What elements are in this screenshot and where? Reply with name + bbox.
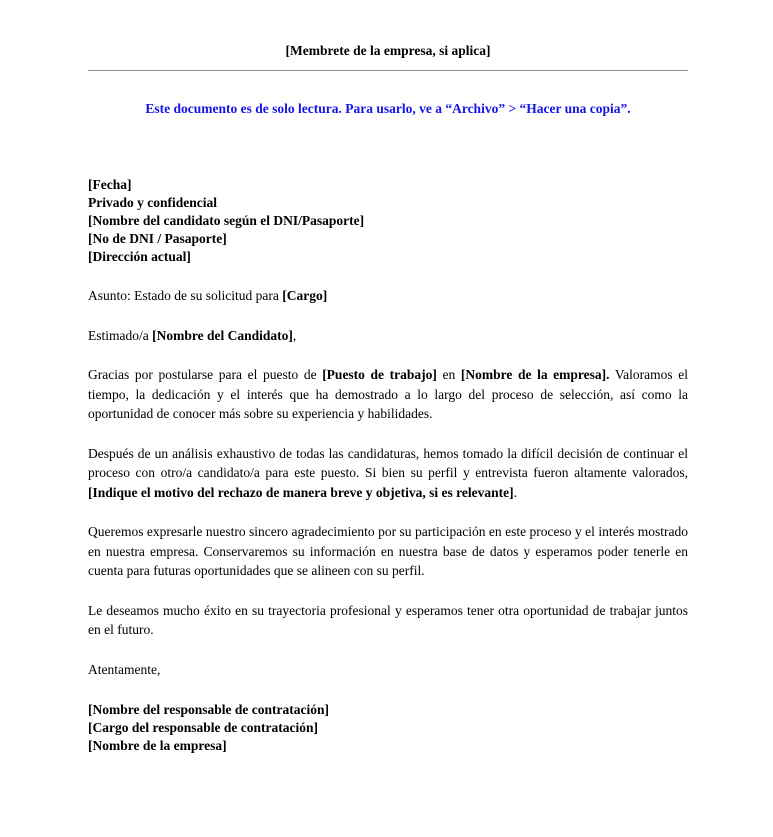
paragraph-decision — [88, 444, 688, 503]
rejection-reason-placeholder: [Indique el motivo del rechazo de manera breve y objetiva, si es relevante] — [88, 484, 514, 500]
signature-line-manager-title: [Cargo del responsable de contratación] — [88, 720, 318, 735]
closing-line: Atentamente, — [88, 661, 161, 677]
subject-prefix: Asunto: Estado de su solicitud para — [88, 288, 283, 303]
paragraph-gratitude — [88, 522, 688, 581]
paragraph-thanks — [88, 365, 688, 424]
paragraph-run: . — [513, 484, 517, 500]
readonly-notice: Este documento es de solo lectura. Para usarlo, ve a “Archivo” > “Hacer una copia”. — [145, 100, 631, 116]
salutation-suffix: , — [292, 327, 297, 343]
subject-position-placeholder: [Cargo] — [282, 288, 328, 303]
letterhead: [Membrete de la empresa, si aplica] — [285, 43, 491, 58]
salutation-prefix: Estimado/a — [88, 327, 153, 343]
recipient-line-confidential: Privado y confidencial — [88, 195, 217, 210]
paragraph-run: Valoramos el tiempo, la dedicación y el interés que ha demostrado a lo largo del proceso de selección, así como la oportunidad de conocer más sobre su experiencia y habilidades. — [88, 367, 688, 421]
signature-block — [88, 701, 688, 755]
recipient-line-date: [Fecha] — [88, 177, 132, 192]
subject-line — [88, 286, 688, 306]
paragraph-run: en — [436, 367, 461, 382]
salutation-line — [88, 326, 688, 346]
letterhead-divider — [88, 70, 688, 71]
recipient-line-address: [Dirección actual] — [88, 249, 191, 264]
paragraph-run: Queremos expresarle nuestro sincero agradecimiento por su participación en este proceso y el interés mostrado en nuestra empresa. Conservaremos su información en nuestra base de datos y esperamos poder tenerle en cuenta para futuras oportunidades que se alineen con su perfil. — [88, 524, 688, 578]
paragraph-run: Le deseamos mucho éxito en su trayectoria profesional y esperamos tener otra oportunidad de trabajar juntos en el futuro. — [88, 602, 688, 637]
job-title-placeholder: [Puesto de trabajo] — [322, 367, 437, 382]
paragraph-run: Después de un análisis exhaustivo de todas las candidaturas, hemos tomado la difícil decisión de continuar el proceso con otro/a candidato/a para este puesto. Si bien su perfil y entrevista fueron altamente valorados, — [88, 445, 688, 480]
salutation-name-placeholder: [Nombre del Candidato] — [152, 327, 293, 343]
signature-line-company: [Nombre de la empresa] — [88, 738, 227, 753]
recipient-line-candidate-name: [Nombre del candidato según el DNI/Pasaporte] — [88, 213, 365, 228]
recipient-line-id-number: [No de DNI / Pasaporte] — [88, 231, 227, 246]
paragraph-run: Gracias por postularse para el puesto de — [88, 367, 323, 382]
paragraph-wishes — [88, 601, 688, 640]
company-name-placeholder: [Nombre de la empresa]. — [460, 367, 610, 382]
signature-line-manager-name: [Nombre del responsable de contratación] — [88, 702, 329, 717]
recipient-block — [88, 176, 688, 266]
